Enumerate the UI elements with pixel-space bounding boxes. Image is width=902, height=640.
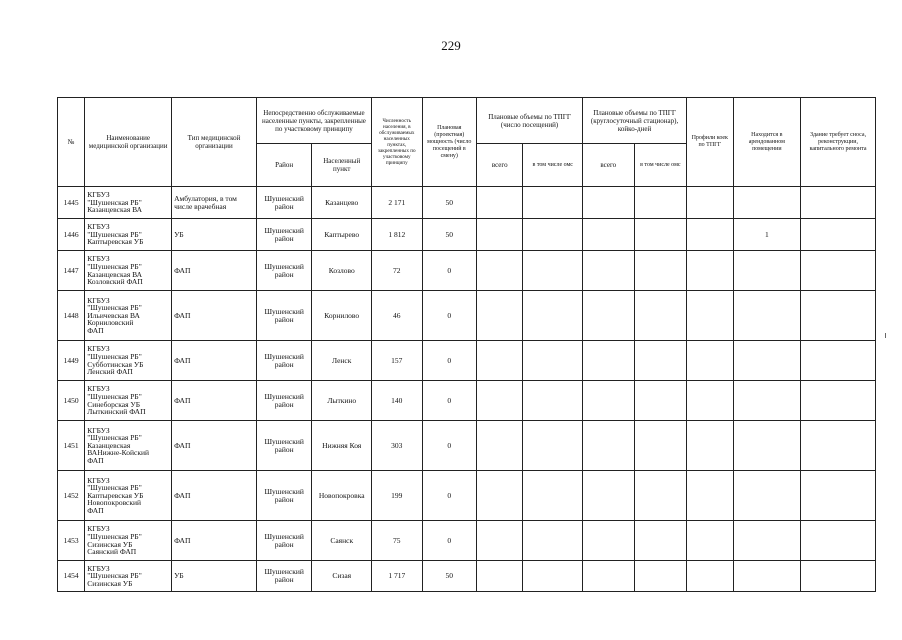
repair	[801, 187, 876, 219]
capacity: 0	[422, 471, 477, 521]
visits-total	[477, 381, 523, 421]
district: Шушенский район	[256, 471, 312, 521]
settlement: Казанцево	[312, 187, 372, 219]
table-body	[58, 187, 876, 592]
beds-total	[583, 381, 635, 421]
district: Шушенский район	[256, 219, 312, 251]
beds-oms	[634, 187, 687, 219]
page-number: 229	[441, 38, 461, 53]
table-row	[58, 187, 876, 219]
org-name-line: Казанцевская	[87, 440, 131, 450]
row-number: 1452	[58, 471, 85, 521]
repair	[801, 561, 876, 592]
population: 303	[372, 421, 422, 471]
table-row	[58, 381, 876, 421]
row-number: 1451	[58, 421, 85, 471]
visits-oms	[523, 341, 583, 381]
org-name-line: Каптыревская УБ	[87, 237, 144, 247]
settlement: Лыткино	[312, 381, 372, 421]
bed-profiles	[687, 341, 733, 381]
org-name-line: "Шушенская РБ"	[87, 303, 142, 313]
beds-oms	[634, 291, 687, 341]
visits-oms	[523, 187, 583, 219]
visits-oms	[523, 421, 583, 471]
org-name-line: ФАП	[87, 325, 104, 335]
population: 46	[372, 291, 422, 341]
bed-profiles	[687, 251, 733, 291]
district: Шушенский район	[256, 561, 312, 592]
org-name-line: "Шушенская РБ"	[87, 391, 142, 401]
beds-total	[583, 341, 635, 381]
header-district: Район	[256, 144, 312, 187]
org-name-line: Ильичевская ВА	[87, 310, 140, 320]
bed-profiles	[687, 187, 733, 219]
org-type: ФАП	[172, 381, 257, 421]
visits-total	[477, 521, 523, 561]
org-name-line: Сизинская УБ	[87, 578, 133, 588]
row-number: 1453	[58, 521, 85, 561]
beds-oms	[634, 341, 687, 381]
row-number: 1454	[58, 561, 85, 592]
org-name-line: Сизинская УБ	[87, 539, 133, 549]
visits-total	[477, 341, 523, 381]
bed-profiles	[687, 521, 733, 561]
visits-total	[477, 251, 523, 291]
settlement: Козлово	[312, 251, 372, 291]
org-name-line: КГБУЗ	[87, 384, 110, 394]
header-beds: Плановые объемы по ТПГГ (круглосуточный стационар), койко-дней	[583, 98, 687, 144]
visits-total	[477, 291, 523, 341]
row-number: 1450	[58, 381, 85, 421]
table-row	[58, 421, 876, 471]
rented	[733, 381, 801, 421]
org-name-line: "Шушенская РБ"	[87, 197, 142, 207]
visits-oms	[523, 561, 583, 592]
settlement: Ленск	[312, 341, 372, 381]
org-name-line: "Шушенская РБ"	[87, 261, 142, 271]
header-bed-profiles: Профили коек по ТПГГ	[687, 98, 733, 187]
org-name-line: Козловский ФАП	[87, 277, 143, 287]
capacity: 50	[422, 187, 477, 219]
org-name-line: КГБУЗ	[87, 475, 110, 485]
repair	[801, 381, 876, 421]
table-row	[58, 341, 876, 381]
org-name-line: Казанцевская ВА	[87, 205, 143, 215]
bed-profiles	[687, 421, 733, 471]
bed-profiles	[687, 561, 733, 592]
header-visits-total: всего	[477, 144, 523, 187]
org-name-line: "Шушенская РБ"	[87, 571, 142, 581]
visits-oms	[523, 219, 583, 251]
beds-total	[583, 471, 635, 521]
rented	[733, 187, 801, 219]
repair	[801, 219, 876, 251]
table-row	[58, 471, 876, 521]
header-org-name: Наименование медицинской организации	[85, 98, 172, 187]
org-name-line: "Шушенская РБ"	[87, 229, 142, 239]
settlement: Новопокровка	[312, 471, 372, 521]
table-row	[58, 219, 876, 251]
org-name	[85, 521, 172, 561]
org-name-line: КГБУЗ	[87, 344, 110, 354]
org-type: ФАП	[172, 521, 257, 561]
org-name-line: "Шушенская РБ"	[87, 433, 142, 443]
visits-oms	[523, 251, 583, 291]
district: Шушенский район	[256, 187, 312, 219]
org-type: УБ	[172, 219, 257, 251]
capacity: 50	[422, 561, 477, 592]
capacity: 50	[422, 219, 477, 251]
org-name-line: Синеборская УБ	[87, 399, 141, 409]
org-type: Амбулатория, в том числе врачебная	[172, 187, 257, 219]
org-name-line: Саянский ФАП	[87, 547, 137, 557]
org-name-line: "Шушенская РБ"	[87, 531, 142, 541]
population: 1 717	[372, 561, 422, 592]
org-type: УБ	[172, 561, 257, 592]
header-served-settlements: Непосредственно обслуживаемые населенные пункты, закрепленные по участковому принципу	[256, 98, 371, 144]
table-row	[58, 291, 876, 341]
rented	[733, 421, 801, 471]
org-name-line: Казанцевская ВА	[87, 269, 143, 279]
beds-oms	[634, 251, 687, 291]
beds-oms	[634, 381, 687, 421]
org-name	[85, 421, 172, 471]
org-name-line: Субботинская УБ	[87, 359, 144, 369]
org-name-line: ФАП	[87, 455, 104, 465]
bed-profiles	[687, 381, 733, 421]
rented: 1	[733, 219, 801, 251]
org-name-line: КГБУЗ	[87, 425, 110, 435]
org-type: ФАП	[172, 291, 257, 341]
org-name-line: КГБУЗ	[87, 190, 110, 200]
beds-oms	[634, 421, 687, 471]
scan-mark	[885, 333, 886, 338]
org-name	[85, 561, 172, 592]
table-row	[58, 251, 876, 291]
repair	[801, 521, 876, 561]
visits-total	[477, 219, 523, 251]
header-visits: Плановые объемы по ТПГГ (число посещений)	[477, 98, 583, 144]
org-name-line: ФАП	[87, 505, 104, 515]
org-name-line: КГБУЗ	[87, 563, 110, 573]
header-repair: Здание требует сноса, реконструкции, капитального ремонта	[801, 98, 876, 187]
header-no: №	[58, 98, 85, 187]
settlement: Нижняя Коя	[312, 421, 372, 471]
beds-total	[583, 291, 635, 341]
org-name	[85, 219, 172, 251]
org-name	[85, 291, 172, 341]
org-name-line: Каптыревская УБ	[87, 490, 144, 500]
header-beds-total: всего	[583, 144, 635, 187]
capacity: 0	[422, 341, 477, 381]
bed-profiles	[687, 219, 733, 251]
org-type: ФАП	[172, 341, 257, 381]
capacity: 0	[422, 291, 477, 341]
rented	[733, 521, 801, 561]
rented	[733, 291, 801, 341]
population: 157	[372, 341, 422, 381]
capacity: 0	[422, 421, 477, 471]
settlement: Сизая	[312, 561, 372, 592]
rented	[733, 561, 801, 592]
rented	[733, 341, 801, 381]
beds-oms	[634, 561, 687, 592]
beds-oms	[634, 471, 687, 521]
beds-total	[583, 219, 635, 251]
district: Шушенский район	[256, 421, 312, 471]
row-number: 1446	[58, 219, 85, 251]
org-type: ФАП	[172, 421, 257, 471]
rented	[733, 251, 801, 291]
population: 72	[372, 251, 422, 291]
visits-total	[477, 561, 523, 592]
org-name	[85, 471, 172, 521]
district: Шушенский район	[256, 381, 312, 421]
header-rented: Находится в арендованном помещении	[733, 98, 801, 187]
district: Шушенский район	[256, 341, 312, 381]
row-number: 1448	[58, 291, 85, 341]
header-population: Численность населения, в обслуживаемых населенных пунктах, закрепленных по участковому принципу	[372, 98, 422, 187]
visits-total	[477, 187, 523, 219]
visits-oms	[523, 291, 583, 341]
population: 199	[372, 471, 422, 521]
visits-total	[477, 471, 523, 521]
visits-oms	[523, 381, 583, 421]
repair	[801, 341, 876, 381]
settlement: Саянск	[312, 521, 372, 561]
row-number: 1445	[58, 187, 85, 219]
repair	[801, 251, 876, 291]
header-visits-oms: в том числе омс	[523, 144, 583, 187]
bed-profiles	[687, 471, 733, 521]
population: 1 812	[372, 219, 422, 251]
population: 75	[372, 521, 422, 561]
org-name	[85, 187, 172, 219]
header-capacity: Плановая (проектная) мощность (число посещений в смену)	[422, 98, 477, 187]
medical-organizations-table	[57, 97, 876, 592]
header-settlement: Населенный пункт	[312, 144, 372, 187]
rented	[733, 471, 801, 521]
org-name-line: КГБУЗ	[87, 524, 110, 534]
org-name-line: КГБУЗ	[87, 295, 110, 305]
capacity: 0	[422, 521, 477, 561]
capacity: 0	[422, 381, 477, 421]
org-name-line: КГБУЗ	[87, 222, 110, 232]
beds-total	[583, 251, 635, 291]
district: Шушенский район	[256, 291, 312, 341]
beds-total	[583, 187, 635, 219]
district: Шушенский район	[256, 251, 312, 291]
row-number: 1449	[58, 341, 85, 381]
org-type: ФАП	[172, 471, 257, 521]
org-name	[85, 381, 172, 421]
beds-total	[583, 561, 635, 592]
repair	[801, 421, 876, 471]
repair	[801, 471, 876, 521]
org-name-line: Корниловский	[87, 318, 134, 328]
population: 140	[372, 381, 422, 421]
header-org-type: Тип медицинской организации	[172, 98, 257, 187]
org-name	[85, 251, 172, 291]
visits-oms	[523, 471, 583, 521]
row-number: 1447	[58, 251, 85, 291]
org-name-line: "Шушенская РБ"	[87, 483, 142, 493]
beds-total	[583, 521, 635, 561]
org-name-line: ВАНижне-Койский	[87, 448, 150, 458]
settlement: Корнилово	[312, 291, 372, 341]
org-name	[85, 341, 172, 381]
beds-oms	[634, 521, 687, 561]
repair	[801, 291, 876, 341]
org-name-line: "Шушенская РБ"	[87, 351, 142, 361]
table-row	[58, 561, 876, 592]
visits-total	[477, 421, 523, 471]
header-beds-oms: в том числе омс	[634, 144, 687, 187]
district: Шушенский район	[256, 521, 312, 561]
org-name-line: Ленский ФАП	[87, 367, 133, 377]
settlement: Каптырево	[312, 219, 372, 251]
org-name-line: Лыткинский ФАП	[87, 407, 146, 417]
org-name-line: КГБУЗ	[87, 254, 110, 264]
org-type: ФАП	[172, 251, 257, 291]
bed-profiles	[687, 291, 733, 341]
population: 2 171	[372, 187, 422, 219]
capacity: 0	[422, 251, 477, 291]
table-row	[58, 521, 876, 561]
beds-oms	[634, 219, 687, 251]
beds-total	[583, 421, 635, 471]
org-name-line: Новопокровский	[87, 498, 142, 508]
visits-oms	[523, 521, 583, 561]
